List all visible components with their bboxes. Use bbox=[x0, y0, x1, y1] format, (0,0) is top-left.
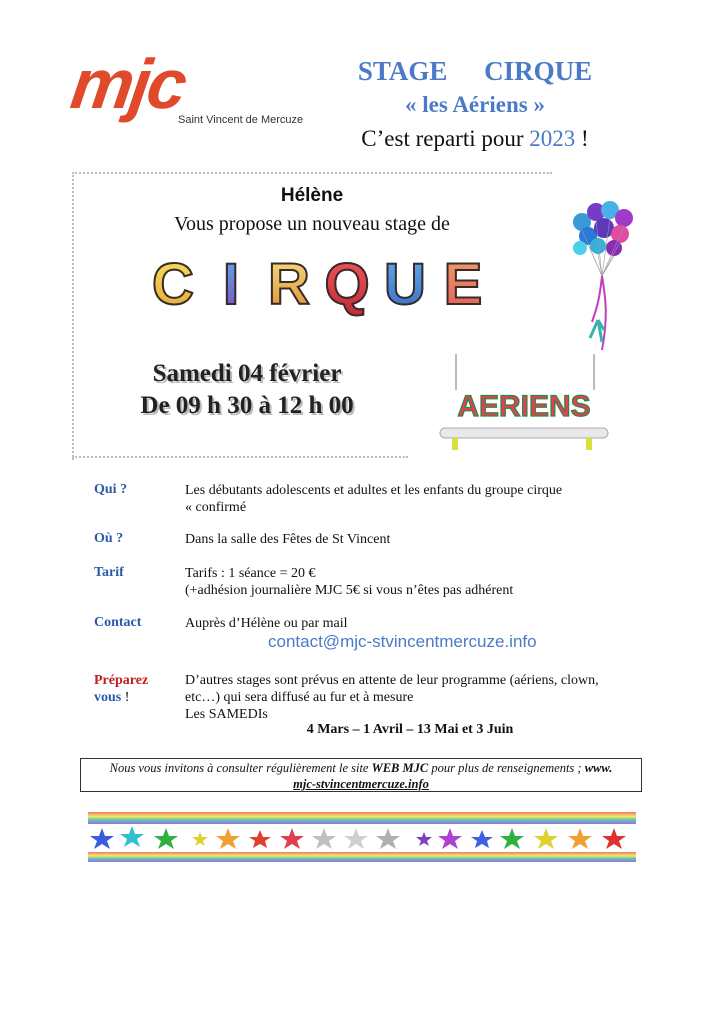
balloons-illustration bbox=[568, 200, 640, 360]
event-time: De 09 h 30 à 12 h 00 bbox=[140, 392, 354, 419]
star bbox=[216, 828, 240, 849]
value-ou: Dans la salle des Fêtes de St Vincent bbox=[185, 532, 391, 547]
star bbox=[90, 828, 114, 849]
balloon-cluster bbox=[573, 201, 633, 256]
star bbox=[438, 828, 462, 849]
instructor-name: Hélène bbox=[280, 185, 344, 206]
label-tarif: Tarif bbox=[94, 565, 124, 580]
prep-label-line1: Préparez bbox=[94, 673, 149, 688]
proposal-text: Vous propose un nouveau stage de bbox=[174, 213, 450, 235]
aeriens-sign bbox=[436, 354, 612, 454]
bar-support-right bbox=[586, 438, 592, 450]
header-tagline bbox=[330, 124, 620, 154]
star bbox=[471, 830, 493, 848]
acrobat-figure bbox=[590, 320, 604, 342]
rainbow-stripe-top bbox=[88, 812, 636, 824]
label-ou: Où ? bbox=[94, 531, 124, 546]
bar-support-left bbox=[452, 438, 458, 450]
tarif-line2: (+adhésion journalière MJC 5€ si vous n’êtes pas adhérent bbox=[185, 583, 514, 598]
star bbox=[312, 828, 336, 849]
header-subtitle: « les Aériens » bbox=[405, 92, 545, 117]
logo-brand: mjc bbox=[66, 45, 190, 123]
star bbox=[376, 828, 400, 849]
label-contact: Contact bbox=[94, 615, 142, 630]
prep-line2: etc…) qui sera diffusé au fur et à mesure bbox=[185, 690, 414, 705]
star bbox=[534, 828, 558, 849]
label-prep bbox=[94, 672, 148, 706]
cirque-letter: C bbox=[146, 254, 200, 316]
notice-www: www. bbox=[584, 761, 613, 775]
prep-label-excl: ! bbox=[121, 690, 130, 705]
stars bbox=[90, 826, 626, 849]
star bbox=[602, 828, 626, 849]
trapeze-bar bbox=[440, 428, 608, 438]
value-prep bbox=[185, 672, 635, 723]
logo-subtitle: Saint Vincent de Mercuze bbox=[178, 114, 304, 126]
tagline-year: 2023 bbox=[529, 126, 576, 151]
event-header bbox=[330, 56, 620, 154]
aerial-silk bbox=[592, 276, 606, 350]
header-title: STAGE CIRQUE bbox=[357, 56, 593, 86]
dotted-frame-bottom bbox=[72, 456, 408, 458]
label-qui: Qui ? bbox=[94, 482, 128, 497]
cirque-letter: U bbox=[378, 254, 432, 316]
star bbox=[568, 828, 592, 849]
cirque-letter: I bbox=[204, 254, 258, 316]
notice-text1: Nous vous invitons à consulter régulièrement le site bbox=[109, 761, 372, 775]
star-band-decoration bbox=[88, 806, 636, 868]
cirque-letter: Q bbox=[320, 254, 374, 316]
contact-email-link[interactable]: contact@mjc-stvincentmercuze.info bbox=[268, 632, 537, 651]
star bbox=[154, 828, 178, 849]
prep-line1: D’autres stages sont prévus en attente de leur programme (aériens, clown, bbox=[185, 673, 599, 688]
value-tarif bbox=[185, 565, 635, 599]
sign-text: AERIENS bbox=[457, 390, 591, 423]
star bbox=[280, 828, 304, 849]
star bbox=[249, 830, 271, 848]
notice-website-link[interactable]: mjc-stvincentmercuze.info bbox=[293, 777, 429, 791]
prep-label-vous: vous bbox=[94, 690, 122, 705]
cirque-letter: E bbox=[436, 254, 490, 316]
star bbox=[344, 828, 368, 849]
star bbox=[192, 832, 208, 846]
star bbox=[416, 832, 432, 846]
mjc-logo bbox=[66, 45, 310, 138]
qui-line1: Les débutants adolescents et adultes et les enfants du groupe cirque bbox=[185, 483, 563, 498]
star bbox=[120, 826, 144, 847]
value-qui bbox=[185, 482, 635, 516]
value-contact: Auprès d’Hélène ou par mail bbox=[185, 616, 348, 631]
star bbox=[500, 828, 524, 849]
tagline-prefix: C’est reparti pour bbox=[361, 126, 530, 151]
cirque-word bbox=[146, 254, 506, 316]
cirque-letter: R bbox=[262, 254, 316, 316]
notice-web-mjc: WEB MJC bbox=[371, 761, 429, 775]
website-notice bbox=[80, 758, 642, 792]
tarif-line1: Tarifs : 1 séance = 20 € bbox=[185, 566, 316, 581]
rainbow-stripe-bottom bbox=[88, 852, 636, 862]
notice-text2: pour plus de renseignements ; bbox=[428, 761, 585, 775]
event-date: Samedi 04 février bbox=[152, 360, 342, 387]
upcoming-dates: 4 Mars – 1 Avril – 13 Mai et 3 Juin bbox=[306, 722, 514, 737]
tagline-suffix: ! bbox=[575, 126, 589, 151]
qui-line2: « confirmé bbox=[185, 500, 247, 515]
prep-line3: Les SAMEDIs bbox=[185, 707, 268, 722]
